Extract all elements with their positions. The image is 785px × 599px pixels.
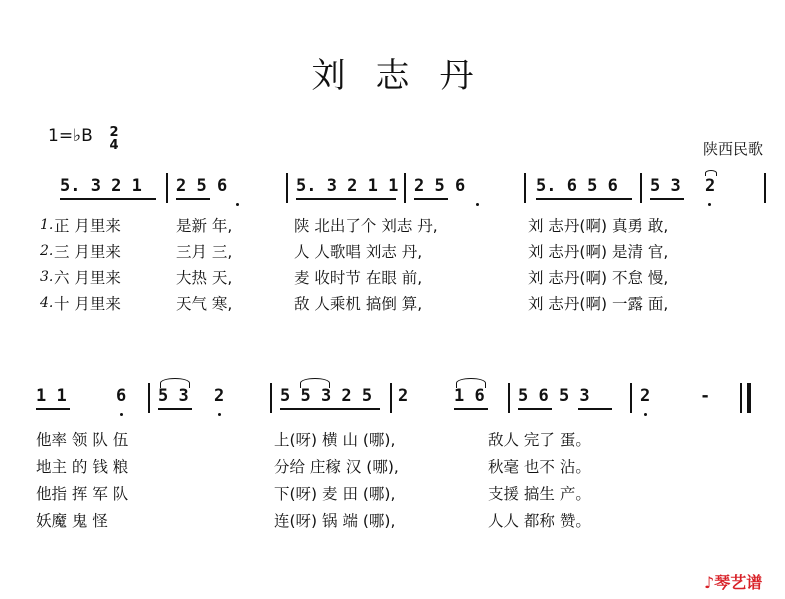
lyric: 他率 领 队 伍 bbox=[36, 431, 129, 449]
lyric: 敌 人乘机 搞倒 算, bbox=[294, 295, 423, 313]
verse-row-4 bbox=[40, 292, 669, 313]
barline bbox=[640, 173, 642, 203]
lyric: 地主 的 钱 粮 bbox=[36, 458, 129, 476]
verse-row-4b bbox=[36, 509, 591, 531]
lyric: 妖魔 鬼 怪 bbox=[36, 512, 108, 530]
underline-beam bbox=[536, 198, 632, 200]
barline bbox=[764, 173, 766, 203]
underline-beam bbox=[454, 408, 488, 410]
lyric: 麦 收时节 在眼 前, bbox=[294, 269, 423, 287]
measure-9: 5 3 bbox=[158, 386, 189, 406]
lyric: 正 月里来 bbox=[54, 217, 121, 235]
octave-dot bbox=[644, 413, 647, 416]
logo-text: 琴艺谱 bbox=[714, 573, 763, 592]
measure-2: 2 5 6 bbox=[176, 176, 228, 196]
barline bbox=[390, 383, 392, 413]
underline-beam bbox=[36, 408, 70, 410]
lyric: 他指 挥 军 队 bbox=[36, 485, 129, 503]
fermata-icon bbox=[705, 170, 717, 176]
underline-beam bbox=[158, 408, 192, 410]
verse-number: 1. bbox=[40, 217, 54, 233]
lyric: 是新 年, bbox=[176, 217, 233, 235]
barline bbox=[286, 173, 288, 203]
octave-dot bbox=[218, 413, 221, 416]
lyric: 敌人 完了 蛋。 bbox=[488, 431, 591, 449]
measure-5: 5. 6 5 6 bbox=[536, 176, 618, 196]
verse-number: 3. bbox=[40, 269, 54, 285]
measure-13b: - bbox=[700, 386, 711, 406]
song-title: 刘志丹 bbox=[311, 56, 504, 96]
verse-row-1 bbox=[40, 214, 669, 235]
lyric: 六 月里来 bbox=[54, 269, 121, 287]
barline bbox=[404, 173, 406, 203]
verse-row-2 bbox=[40, 240, 669, 261]
measure-11: 2 bbox=[398, 386, 409, 406]
underline-beam bbox=[650, 198, 684, 200]
verse-row-3b bbox=[36, 482, 591, 504]
measure-13: 2 bbox=[640, 386, 651, 406]
underline-beam bbox=[176, 198, 210, 200]
underline-beam bbox=[60, 198, 156, 200]
verse-row-1b bbox=[36, 428, 591, 450]
measure-4: 2 5 6 bbox=[414, 176, 466, 196]
barline bbox=[630, 383, 632, 413]
octave-dot bbox=[120, 413, 123, 416]
barline bbox=[270, 383, 272, 413]
lyric: 秋毫 也不 沾。 bbox=[488, 458, 591, 476]
underline-beam bbox=[518, 408, 552, 410]
underline-beam bbox=[414, 198, 448, 200]
lyric: 下(呀) 麦 田 (哪), bbox=[274, 485, 396, 503]
underline-beam bbox=[296, 198, 396, 200]
lyric: 刘 志丹(啊) 不怠 慢, bbox=[528, 269, 669, 287]
barline bbox=[166, 173, 168, 203]
slur-icon bbox=[300, 378, 330, 388]
slur-icon bbox=[456, 378, 486, 388]
measure-6: 5 3 bbox=[650, 176, 681, 196]
lyric: 三月 三, bbox=[176, 243, 233, 261]
time-signature-bottom: 4 bbox=[109, 138, 119, 153]
barline bbox=[524, 173, 526, 203]
slur-icon bbox=[160, 378, 190, 388]
verse-number: 4. bbox=[40, 295, 54, 311]
measure-7: 2 bbox=[705, 176, 716, 196]
underline-beam bbox=[578, 408, 612, 410]
lyric: 陕 北出了个 刘志 丹, bbox=[294, 217, 438, 235]
lyric: 连(呀) 锅 端 (哪), bbox=[274, 512, 396, 530]
verse-row-2b bbox=[36, 455, 591, 477]
lyric: 三 月里来 bbox=[54, 243, 121, 261]
measure-8: 1 1 bbox=[36, 386, 67, 406]
measure-1: 5. 3 2 1 bbox=[60, 176, 142, 196]
final-barline-thick bbox=[747, 383, 751, 413]
octave-dot bbox=[476, 203, 479, 206]
final-barline bbox=[740, 383, 742, 413]
verse-row-3 bbox=[40, 266, 669, 287]
lyric: 刘 志丹(啊) 一露 面, bbox=[528, 295, 669, 313]
lyric: 刘 志丹(啊) 真勇 敢, bbox=[528, 217, 669, 235]
lyric: 人 人歌唱 刘志 丹, bbox=[294, 243, 423, 261]
logo-icon: ♪ bbox=[704, 573, 715, 592]
lyric: 大热 天, bbox=[176, 269, 233, 287]
lyric: 人人 都称 赞。 bbox=[488, 512, 591, 530]
underline-beam bbox=[280, 408, 380, 410]
verse-number: 2. bbox=[40, 243, 54, 259]
measure-8b: 6 bbox=[116, 386, 127, 406]
measure-11b: 1 6 bbox=[454, 386, 485, 406]
lyric: 刘 志丹(啊) 是清 官, bbox=[528, 243, 669, 261]
lyric: 十 月里来 bbox=[54, 295, 121, 313]
barline bbox=[148, 383, 150, 413]
lyric: 分给 庄稼 汉 (哪), bbox=[274, 458, 399, 476]
lyric: 支援 搞生 产。 bbox=[488, 485, 591, 503]
measure-12: 5 6 5 3 bbox=[518, 386, 590, 406]
measure-3: 5. 3 2 1 1 bbox=[296, 176, 399, 196]
key-signature: 1=♭B bbox=[48, 126, 93, 146]
lyric: 天气 寒, bbox=[176, 295, 233, 313]
lyric: 上(呀) 横 山 (哪), bbox=[274, 431, 396, 449]
site-logo bbox=[704, 570, 762, 593]
barline bbox=[508, 383, 510, 413]
measure-9b: 2 bbox=[214, 386, 225, 406]
song-source: 陕西民歌 bbox=[703, 140, 764, 158]
measure-10: 5 5 3 2 5 bbox=[280, 386, 373, 406]
time-signature-top: 2 bbox=[109, 125, 119, 140]
octave-dot bbox=[708, 203, 711, 206]
time-signature bbox=[106, 126, 122, 152]
octave-dot bbox=[236, 203, 239, 206]
